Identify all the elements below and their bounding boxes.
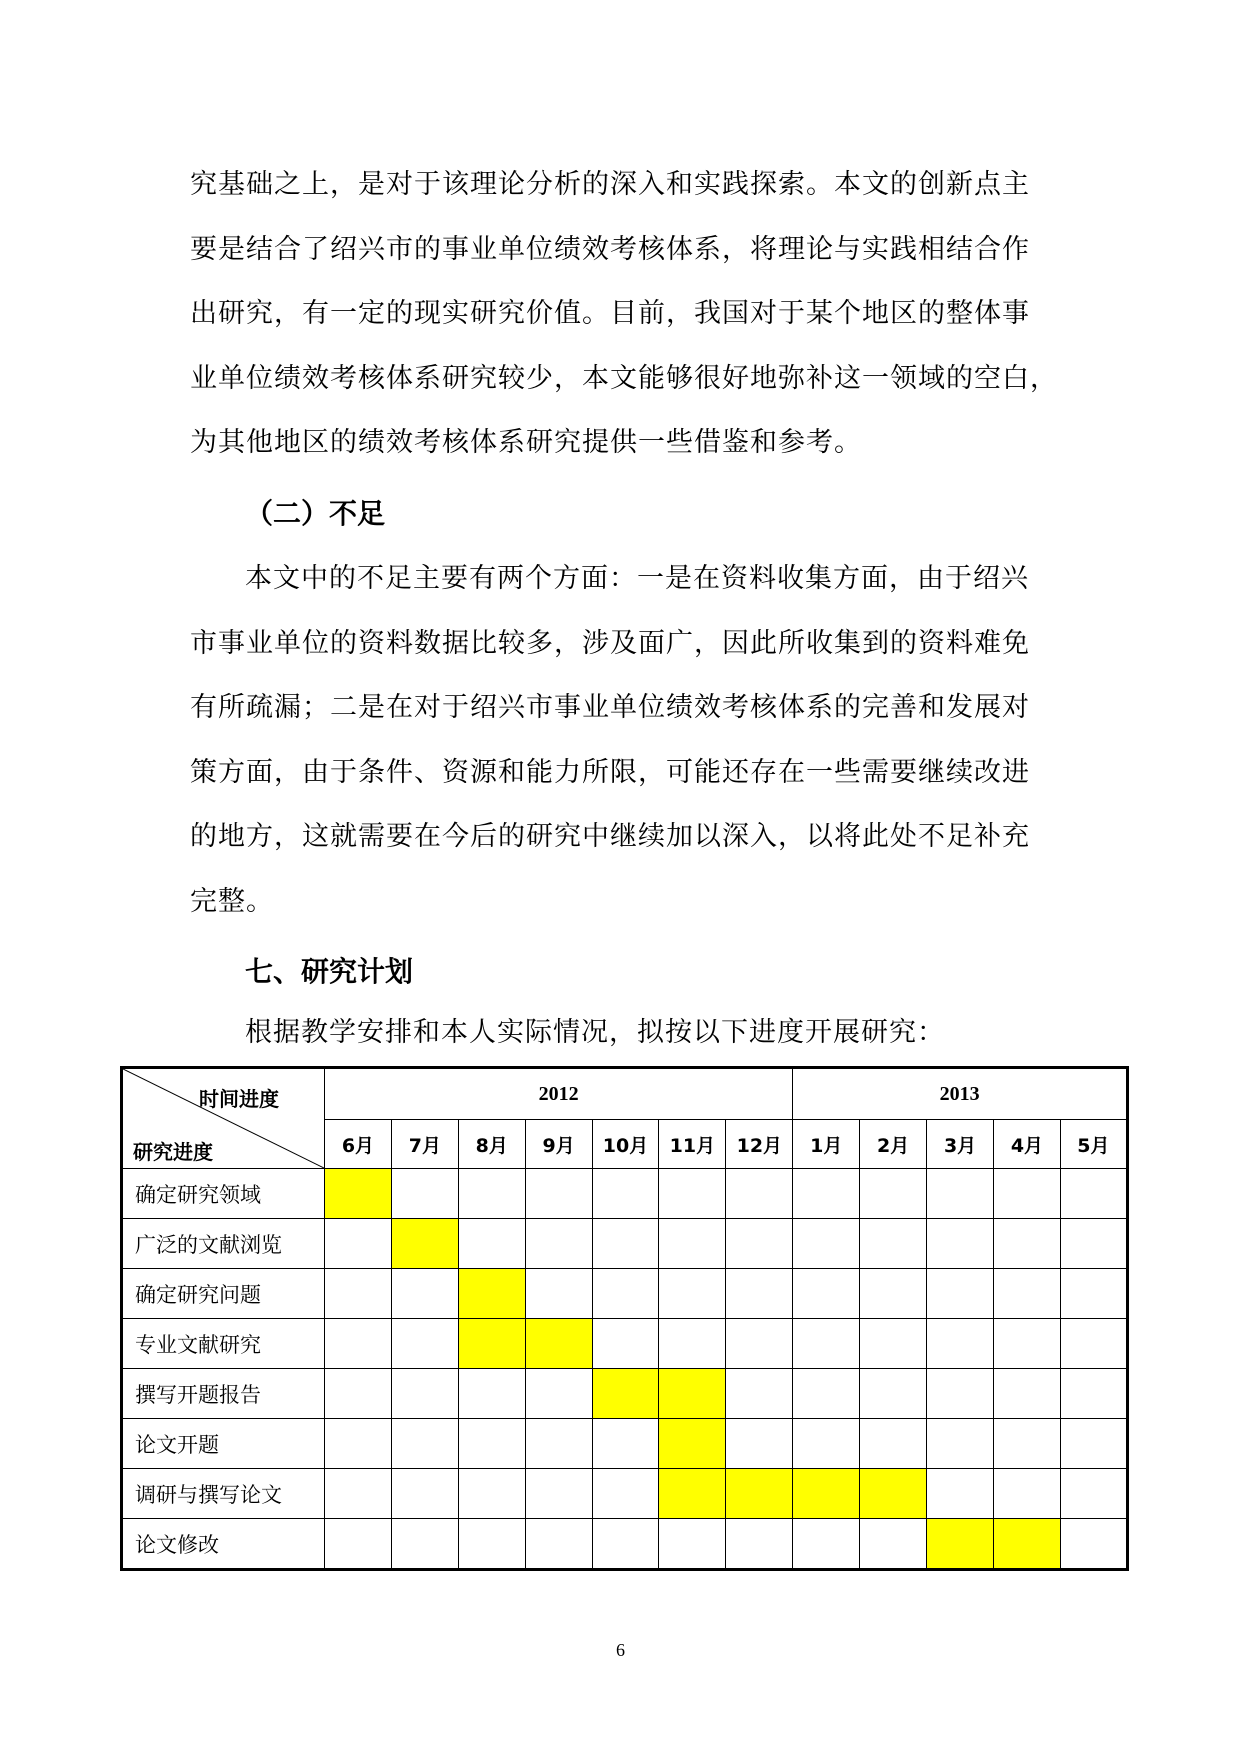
schedule-cell-active	[325, 1169, 392, 1219]
schedule-cell	[525, 1369, 592, 1419]
schedule-cell-active	[659, 1419, 726, 1469]
schedule-cell	[726, 1519, 793, 1570]
text-line: 出研究，有一定的现实研究价值。目前，我国对于某个地区的整体事	[190, 298, 1030, 329]
month-header: 6月	[325, 1120, 392, 1169]
paragraph-shortcomings	[190, 547, 1060, 934]
schedule-cell	[391, 1269, 458, 1319]
schedule-cell	[726, 1319, 793, 1369]
schedule-cell	[860, 1169, 927, 1219]
text-line: 究基础之上，是对于该理论分析的深入和实践探索。本文的创新点主	[190, 169, 1030, 200]
schedule-cell-active	[726, 1469, 793, 1519]
schedule-cell	[592, 1519, 659, 1570]
schedule-cell	[1060, 1319, 1127, 1369]
schedule-cell	[391, 1519, 458, 1570]
corner-header	[122, 1068, 325, 1169]
schedule-cell	[525, 1269, 592, 1319]
schedule-cell	[793, 1169, 860, 1219]
text-line: 市事业单位的资料数据比较多，涉及面广，因此所收集到的资料难免	[190, 627, 1030, 659]
schedule-cell	[994, 1369, 1061, 1419]
schedule-cell	[325, 1319, 392, 1369]
month-header: 5月	[1060, 1120, 1127, 1169]
month-header: 12月	[726, 1120, 793, 1169]
page-number: 6	[616, 1640, 625, 1660]
schedule-cell	[927, 1319, 994, 1369]
schedule-cell	[994, 1269, 1061, 1319]
table-row	[122, 1219, 1128, 1269]
schedule-cell	[1060, 1169, 1127, 1219]
paragraph-innovation	[190, 153, 1060, 476]
text-line: 要是结合了绍兴市的事业单位绩效考核体系，将理论与实践相结合作	[190, 233, 1030, 265]
schedule-cell	[525, 1419, 592, 1469]
schedule-cell	[391, 1169, 458, 1219]
schedule-cell	[592, 1419, 659, 1469]
schedule-cell	[458, 1419, 525, 1469]
schedule-cell	[726, 1369, 793, 1419]
schedule-cell	[927, 1269, 994, 1319]
table-row	[122, 1369, 1128, 1419]
schedule-cell	[793, 1419, 860, 1469]
schedule-cell	[927, 1369, 994, 1419]
schedule-cell	[659, 1169, 726, 1219]
schedule-cell	[860, 1269, 927, 1319]
schedule-cell	[325, 1519, 392, 1570]
schedule-cell	[659, 1319, 726, 1369]
year-header: 2012	[325, 1068, 793, 1120]
text-line: 本文中的不足主要有两个方面：一是在资料收集方面，由于绍兴	[245, 563, 1029, 594]
schedule-cell	[994, 1419, 1061, 1469]
table-row	[122, 1169, 1128, 1219]
schedule-cell-active	[458, 1269, 525, 1319]
table-row	[122, 1519, 1128, 1570]
schedule-cell	[927, 1419, 994, 1469]
task-name: 撰写开题报告	[122, 1369, 325, 1419]
schedule-cell	[793, 1219, 860, 1269]
schedule-cell	[659, 1269, 726, 1319]
year-header-row	[122, 1068, 1128, 1120]
year-header: 2013	[793, 1068, 1128, 1120]
schedule-cell-active	[994, 1519, 1061, 1570]
schedule-cell	[325, 1469, 392, 1519]
schedule-cell-active	[525, 1319, 592, 1369]
schedule-cell-active	[927, 1519, 994, 1570]
schedule-cell	[860, 1219, 927, 1269]
schedule-cell-active	[391, 1219, 458, 1269]
schedule-cell	[793, 1319, 860, 1369]
plan-intro: 根据教学安排和本人实际情况，拟按以下进度开展研究：	[245, 1017, 945, 1048]
schedule-cell	[391, 1369, 458, 1419]
schedule-cell	[994, 1319, 1061, 1369]
schedule-cell-active	[860, 1469, 927, 1519]
section-heading-research-plan: 七、研究计划	[245, 955, 414, 988]
schedule-cell	[659, 1519, 726, 1570]
schedule-cell	[994, 1469, 1061, 1519]
schedule-cell	[458, 1219, 525, 1269]
schedule-cell	[927, 1169, 994, 1219]
month-header: 2月	[860, 1120, 927, 1169]
schedule-cell	[927, 1219, 994, 1269]
text-line: 完整。	[190, 885, 274, 917]
schedule-cell	[592, 1269, 659, 1319]
schedule-cell	[325, 1219, 392, 1269]
schedule-cell	[1060, 1469, 1127, 1519]
schedule-cell	[726, 1219, 793, 1269]
schedule-cell	[726, 1169, 793, 1219]
month-header: 3月	[927, 1120, 994, 1169]
schedule-table	[120, 1066, 1129, 1571]
schedule-cell	[525, 1219, 592, 1269]
schedule-cell	[592, 1319, 659, 1369]
text-line: 业单位绩效考核体系研究较少，本文能够很好地弥补这一领域的空白，	[190, 362, 1058, 394]
schedule-cell	[860, 1319, 927, 1369]
text-line: 为其他地区的绩效考核体系研究提供一些借鉴和参考。	[190, 427, 862, 458]
schedule-cell	[1060, 1219, 1127, 1269]
month-header: 1月	[793, 1120, 860, 1169]
table-row	[122, 1469, 1128, 1519]
schedule-cell	[994, 1219, 1061, 1269]
text-line: 的地方，这就需要在今后的研究中继续加以深入，以将此处不足补充	[190, 821, 1030, 852]
month-header: 4月	[994, 1120, 1061, 1169]
corner-task-label: 研究进度	[133, 1140, 213, 1164]
table-row	[122, 1319, 1128, 1369]
schedule-cell	[860, 1419, 927, 1469]
task-name: 调研与撰写论文	[122, 1469, 325, 1519]
schedule-cell	[592, 1469, 659, 1519]
schedule-cell	[458, 1169, 525, 1219]
task-name: 确定研究领域	[122, 1169, 325, 1219]
schedule-cell	[860, 1369, 927, 1419]
schedule-cell	[1060, 1369, 1127, 1419]
schedule-cell	[325, 1269, 392, 1319]
schedule-cell	[860, 1519, 927, 1570]
schedule-cell-active	[458, 1319, 525, 1369]
schedule-cell	[525, 1469, 592, 1519]
corner-time-label: 时间进度	[199, 1087, 279, 1111]
schedule-cell	[391, 1469, 458, 1519]
text-line: 有所疏漏；二是在对于绍兴市事业单位绩效考核体系的完善和发展对	[190, 692, 1030, 723]
schedule-cell	[1060, 1419, 1127, 1469]
month-header: 10月	[592, 1120, 659, 1169]
schedule-cell	[927, 1469, 994, 1519]
schedule-cell	[391, 1319, 458, 1369]
schedule-cell	[592, 1219, 659, 1269]
schedule-cell	[325, 1419, 392, 1469]
table-row	[122, 1419, 1128, 1469]
month-header: 9月	[525, 1120, 592, 1169]
month-header: 7月	[391, 1120, 458, 1169]
schedule-cell	[325, 1369, 392, 1419]
schedule-cell	[391, 1419, 458, 1469]
schedule-cell	[592, 1169, 659, 1219]
month-header: 11月	[659, 1120, 726, 1169]
task-name: 专业文献研究	[122, 1319, 325, 1369]
task-name: 广泛的文献浏览	[122, 1219, 325, 1269]
task-name: 确定研究问题	[122, 1269, 325, 1319]
schedule-cell-active	[592, 1369, 659, 1419]
schedule-cell	[726, 1419, 793, 1469]
schedule-cell-active	[793, 1469, 860, 1519]
schedule-cell	[525, 1169, 592, 1219]
schedule-cell	[793, 1519, 860, 1570]
table-row	[122, 1269, 1128, 1319]
section-heading-shortcomings: （二）不足	[245, 497, 386, 530]
schedule-cell	[458, 1519, 525, 1570]
schedule-cell	[659, 1219, 726, 1269]
task-name: 论文开题	[122, 1419, 325, 1469]
schedule-cell-active	[659, 1369, 726, 1419]
schedule-cell-active	[659, 1469, 726, 1519]
month-header: 8月	[458, 1120, 525, 1169]
schedule-cell	[726, 1269, 793, 1319]
task-name: 论文修改	[122, 1519, 325, 1570]
schedule-cell	[525, 1519, 592, 1570]
schedule-cell	[1060, 1269, 1127, 1319]
schedule-cell	[458, 1369, 525, 1419]
schedule-cell	[1060, 1519, 1127, 1570]
schedule-cell	[793, 1269, 860, 1319]
schedule-cell	[793, 1369, 860, 1419]
text-line: 策方面，由于条件、资源和能力所限，可能还存在一些需要继续改进	[190, 756, 1030, 788]
schedule-cell	[458, 1469, 525, 1519]
schedule-cell	[994, 1169, 1061, 1219]
